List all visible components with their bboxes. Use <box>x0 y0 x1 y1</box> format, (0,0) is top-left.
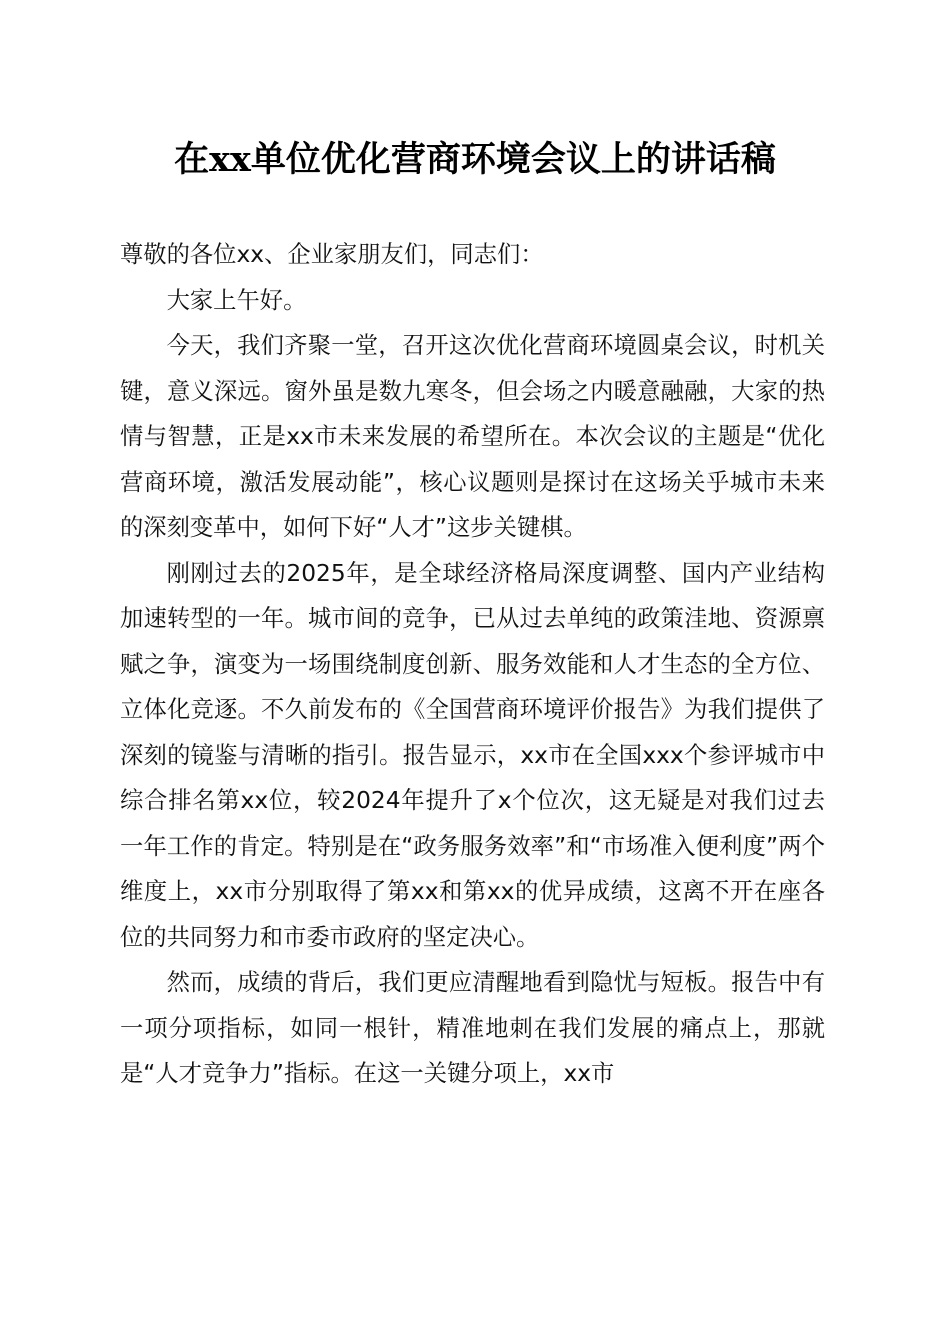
document-body <box>120 232 825 1097</box>
paragraph-greeting: 大家上午好。 <box>166 286 307 314</box>
document-title: 在xx单位优化营商环境会议上的讲话稿 <box>174 139 776 180</box>
paragraph-review: 刚刚过去的2025年，是全球经济格局深度调整、国内产业结构加速转型的一年。城市间的竞争，已从过去单纯的政策洼地、资源禀赋之争，演变为一场围绕制度创新、服务效能和人才生态的全方位、立体化竞逐。不久前发布的《全国营商环境评价报告》为我们提供了深刻的镜鉴与清晰的指引。报告显示，xx市在全国xxx个参评城市中综合排名第xx位，较2024年提升了x个位次，这无疑是对我们过去一年工作的肯定。特别是在“政务服务效率”和“市场准入便利度”两个维度上，xx市分别取得了第xx和第xx的优异成绩，这离不开在座各位的共同努力和市委市政府的坚定决心。 <box>120 559 825 951</box>
paragraph-opening: 今天，我们齐聚一堂，召开这次优化营商环境圆桌会议，时机关键，意义深远。窗外虽是数九寒冬，但会场之内暖意融融，大家的热情与智慧，正是xx市未来发展的希望所在。本次会议的主题是“优化营商环境，激活发展动能”，核心议题则是探讨在这场关乎城市未来的深刻变革中，如何下好“人才”这步关键棋。 <box>120 332 825 541</box>
paragraph-shortcomings: 然而，成绩的背后，我们更应清醒地看到隐忧与短板。报告中有一项分项指标，如同一根针，精准地刺在我们发展的痛点上，那就是“人才竞争力”指标。在这一关键分项上，xx市 <box>120 969 825 1087</box>
salutation: 尊敬的各位xx、企业家朋友们，同志们： <box>120 241 544 268</box>
